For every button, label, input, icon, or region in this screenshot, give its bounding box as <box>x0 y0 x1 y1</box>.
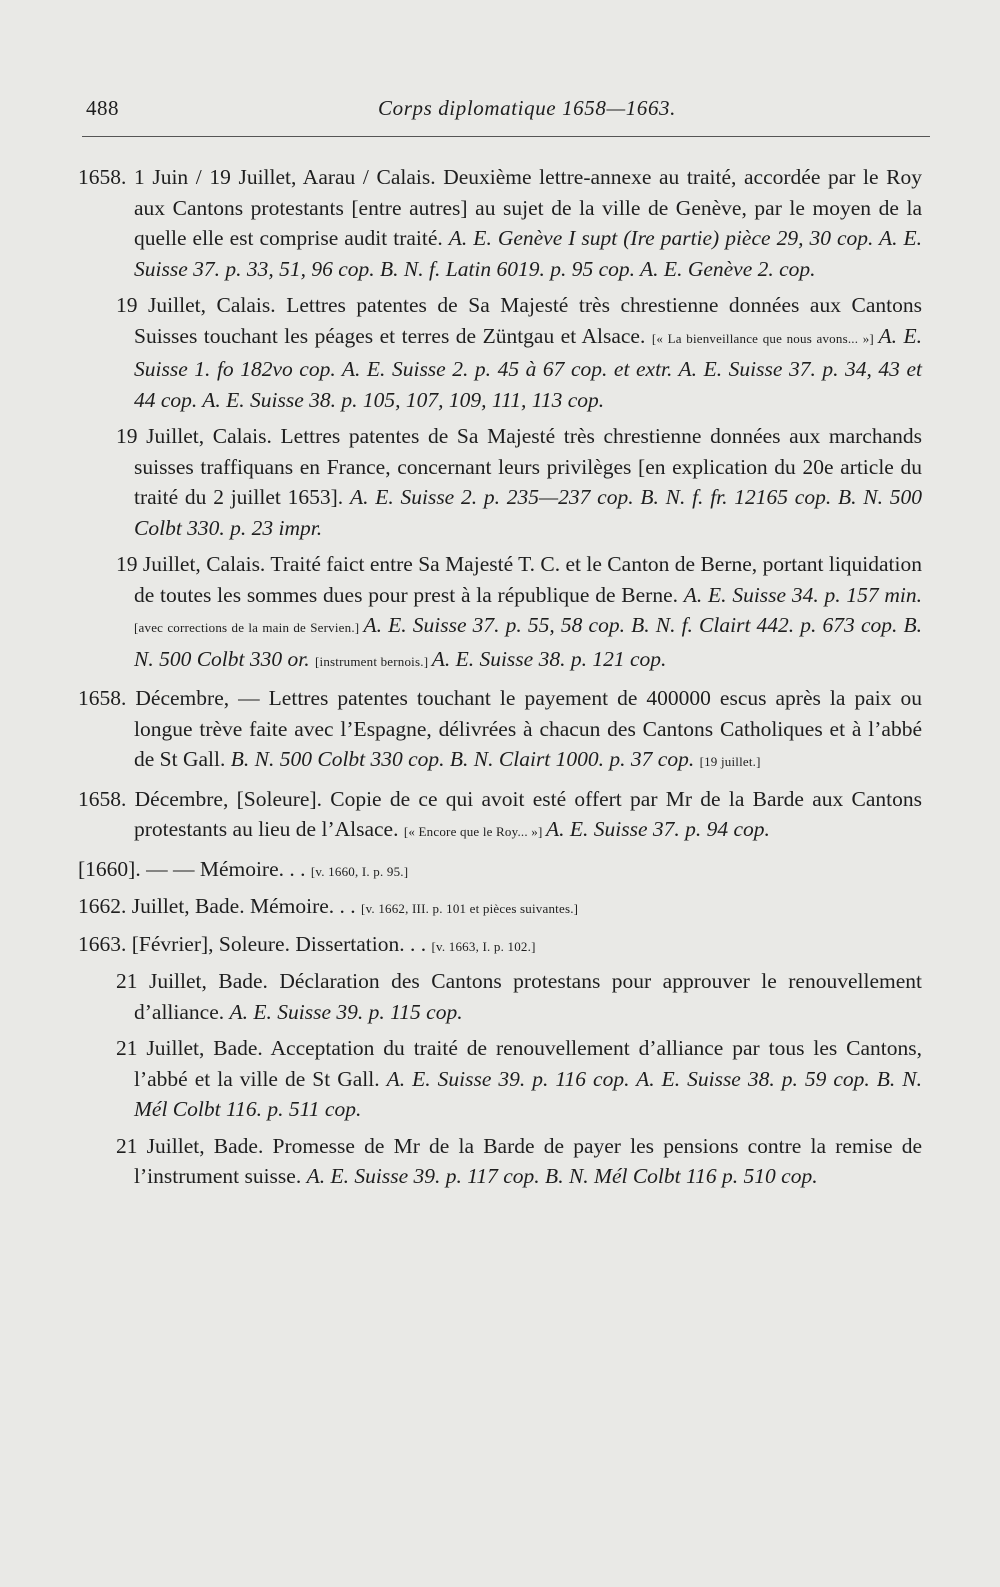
entry-text: Lettres patentes de Sa Majesté très chrestienne données aux marchands suisses traffiquans en France, concernant leurs privilèges [en explication du 20e article du traité du 2 juillet 1653]. <box>134 424 923 509</box>
entry-date: [1660]. — — <box>78 856 200 881</box>
entry-1660-memoire <box>78 854 922 888</box>
cross-reference: [v. 1660, I. p. 95.] <box>310 863 409 879</box>
entry-date: 21 Juillet, Bade. <box>116 969 280 993</box>
entry-text: Copie de ce qui avoit esté offert par Mr de la Barde aux Cantons protestants au lieu de l’Alsace. <box>134 786 922 841</box>
entry-text: Deuxième lettre-annexe au traité, accordée par le Roy aux Cantons protestants [entre autres] au sujet de la ville de Genève, par le moyen de la quelle elle est comprise audit traité. <box>134 165 922 250</box>
archive-reference: A. E. Genève I supt (Ire partie) pièce 29, 30 cop. A. E. Suisse 37. p. 33, 51, 96 cop. B. N. f. Latin 6019. p. 95 cop. A. E. Genève 2. cop. <box>134 226 922 281</box>
archive-reference: A. E. Suisse 34. p. 157 min. <box>683 582 922 607</box>
entry-text: Promesse de Mr de la Barde de payer les pensions contre la remise de l’instrument suisse. <box>134 1133 922 1188</box>
archive-reference: A. E. Suisse 2. p. 235—237 cop. B. N. f. fr. 12165 cop. B. N. 500 Colbt 330. p. 23 impr. <box>134 485 922 540</box>
entry-date: 1662. Juillet, Bade. <box>78 894 250 918</box>
entry-1658-juin <box>78 162 922 284</box>
entry-text: Déclaration des Cantons protestans pour approuver le renouvellement d’alliance. <box>134 969 922 1024</box>
entry-1658-decembre-soleure <box>78 784 922 848</box>
entry-date: 19 Juillet, Calais. <box>116 293 287 317</box>
page-header <box>86 96 928 126</box>
entry-1658-decembre-escus <box>78 683 922 778</box>
archive-reference: A. E. Suisse 37. p. 55, 58 cop. B. N. f. Clairt 442. p. 673 cop. B. N. 500 Colbt 330 or. <box>134 613 922 671</box>
incipit-note: [« La bienveillance que nous avons... »] <box>651 330 879 346</box>
archive-reference: A. E. Suisse 39. p. 115 cop. <box>229 999 463 1024</box>
entry-1663-dissertation <box>78 929 922 963</box>
entry-date: 19 Juillet, Calais. <box>116 552 271 576</box>
entry-date: 1663. [Février], Soleure. <box>78 931 296 956</box>
archive-reference: B. N. 500 Colbt 330 cop. B. N. Clairt 1000. p. 37 cop. <box>230 747 700 771</box>
entry-date: 21 Juillet, Bade. <box>116 1036 271 1060</box>
entry-date: 1658. Décembre, [Soleure]. <box>78 786 331 811</box>
header-rule <box>82 136 930 137</box>
editorial-note: [avec corrections de la main de Servien.] <box>134 620 364 635</box>
entry-text: Dissertation. . . <box>295 931 432 956</box>
entry-1658-juillet-peages <box>78 290 922 415</box>
entry-text: Mémoire. . . <box>199 856 311 881</box>
incipit-note: [« Encore que le Roy... »] <box>403 824 546 839</box>
archive-reference: A. E. Suisse 39. p. 117 cop. B. N. Mél Colbt 116 p. 510 cop. <box>306 1164 818 1188</box>
editorial-note: [instrument bernois.] <box>315 653 432 669</box>
entry-text: Lettres patentes touchant le payement de 400000 escus après la paix ou longue trève faite avec l’Espagne, délivrées à chacun des Cantons Catholiques et à l’abbé de St Gall. <box>134 686 922 771</box>
editorial-note: [19 juillet.] <box>699 754 761 769</box>
entry-date: 19 Juillet, Calais. <box>116 424 281 448</box>
entry-date: 1658. Décembre, — <box>78 686 269 710</box>
entry-text: Acceptation du traité de renouvellement d’alliance par tous les Cantons, l’abbé et la ville de St Gall. <box>134 1036 922 1091</box>
entry-date: 1658. 1 Juin / 19 Juillet, Aarau / Calais. <box>78 165 444 189</box>
archive-reference: A. E. Suisse 38. p. 121 cop. <box>431 646 667 671</box>
entry-1658-juillet-berne <box>78 549 922 677</box>
entry-text: Lettres patentes de Sa Majesté très chrestienne données aux Cantons Suisses touchant les péages et terres de Züntgau et Alsace. <box>134 293 922 348</box>
entry-date: 21 Juillet, Bade. <box>116 1133 273 1158</box>
entry-1658-juillet-marchands <box>78 421 922 543</box>
entry-text: Traité faict entre Sa Majesté T. C. et le Canton de Berne, portant liquidation de toutes les sommes dues pour prest à la république de Berne. <box>134 552 923 607</box>
running-title: Corps diplomatique 1658—1663. <box>378 96 676 120</box>
entry-1663-acceptation <box>78 1033 922 1125</box>
cross-reference: [v. 1662, III. p. 101 et pièces suivantes.] <box>361 901 579 916</box>
page-number: 488 <box>86 96 119 120</box>
cross-reference: [v. 1663, I. p. 102.] <box>431 938 536 954</box>
archive-reference: A. E. Suisse 39. p. 116 cop. A. E. Suisse 38. p. 59 cop. B. N. Mél Colbt 116. p. 511 cop. <box>134 1066 923 1121</box>
entry-1663-declaration <box>78 966 922 1027</box>
entry-1663-promesse <box>78 1131 922 1192</box>
entry-list <box>78 162 922 1198</box>
entry-1662-memoire <box>78 891 922 925</box>
archive-reference: A. E. Suisse 1. fo 182vo cop. A. E. Suisse 2. p. 45 à 67 cop. et extr. A. E. Suisse 37. p. 34, 43 et 44 cop. A. E. Suisse 38. p. 105, 107, 109, 111, 113 cop. <box>134 323 922 412</box>
entry-text: Mémoire. . . <box>249 894 362 918</box>
archive-reference: A. E. Suisse 37. p. 94 cop. <box>545 817 770 841</box>
